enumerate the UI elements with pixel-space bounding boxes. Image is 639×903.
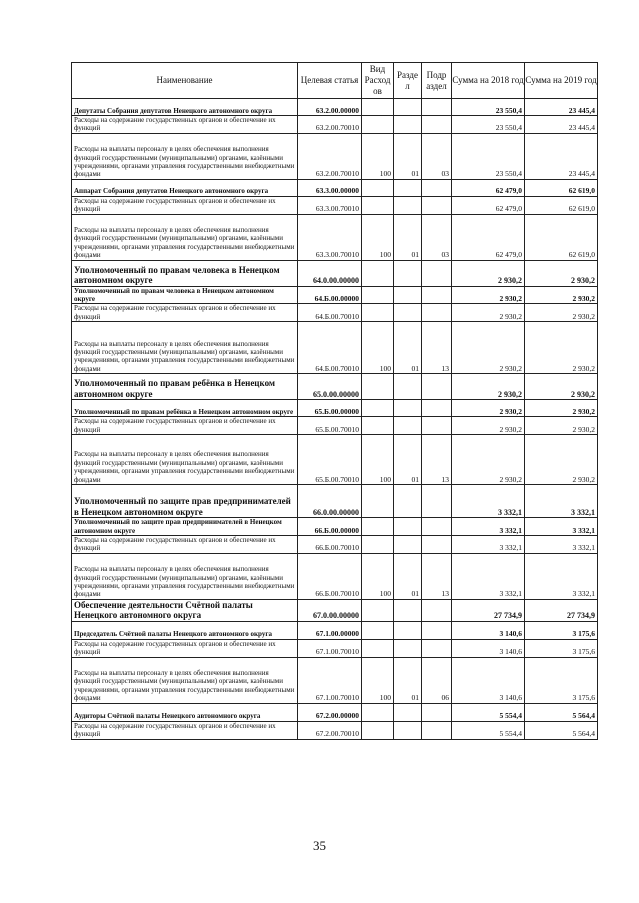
cell-subsection: 13 [422,435,452,485]
table-row [72,116,598,134]
header-subsection: Подр аздел [422,63,452,99]
table-row [72,196,598,214]
cell-subsection: 13 [422,553,452,599]
cell-section [394,536,422,554]
cell-target-article: 65.Б.00.70010 [298,417,362,435]
cell-sum-2018: 2 930,2 [452,260,525,286]
cell-sum-2018: 23 550,4 [452,116,525,134]
cell-target-article: 63.2.00.70010 [298,133,362,179]
cell-target-article: 67.1.00.70010 [298,657,362,703]
cell-section [394,179,422,196]
cell-sum-2018: 3 140,6 [452,657,525,703]
table-row [72,657,598,703]
table-row [72,621,598,639]
cell-section [394,721,422,739]
cell-expense-type: 100 [362,553,394,599]
cell-name: Уполномоченный по правам ребёнка в Ненецком автономном округе [72,400,298,417]
cell-sum-2018: 27 734,9 [452,599,525,621]
cell-expense-type: 100 [362,214,394,260]
cell-sum-2019: 3 175,6 [525,657,598,703]
cell-expense-type: 100 [362,322,394,374]
table-row [72,214,598,260]
cell-name: Аудиторы Счётной палаты Ненецкого автономного округа [72,703,298,721]
cell-name: Депутаты Собрания депутатов Ненецкого автономного округа [72,99,298,116]
cell-name: Расходы на выплаты персоналу в целях обеспечения выполнения функций государственными (муниципальными) органами, казёнными учреждениями, органами управления государственными внебюджетными фондами [72,435,298,485]
cell-expense-type [362,116,394,134]
cell-expense-type [362,286,394,304]
cell-subsection [422,116,452,134]
cell-name: Уполномоченный по правам человека в Ненецком автономном округе [72,260,298,286]
cell-name: Расходы на содержание государственных органов и обеспечение их функций [72,304,298,322]
cell-subsection [422,621,452,639]
cell-sum-2018: 2 930,2 [452,374,525,400]
cell-name: Расходы на содержание государственных органов и обеспечение их функций [72,196,298,214]
cell-subsection [422,485,452,518]
table-row [72,536,598,554]
cell-expense-type [362,99,394,116]
cell-subsection [422,400,452,417]
cell-target-article: 67.1.00.00000 [298,621,362,639]
cell-sum-2018: 62 479,0 [452,179,525,196]
cell-sum-2019: 23 445,4 [525,99,598,116]
cell-expense-type [362,417,394,435]
cell-expense-type [362,621,394,639]
header-sum-2018: Сумма на 2018 год [452,63,525,99]
cell-sum-2018: 3 140,6 [452,639,525,657]
header-target-article: Целевая статья [298,63,362,99]
cell-target-article: 66.0.00.00000 [298,485,362,518]
table-row [72,703,598,721]
cell-name: Расходы на выплаты персоналу в целях обеспечения выполнения функций государственными (муниципальными) органами, казёнными учреждениями, органами управления государственными внебюджетными фондами [72,657,298,703]
cell-expense-type [362,703,394,721]
cell-target-article: 67.2.00.00000 [298,703,362,721]
cell-sum-2018: 2 930,2 [452,400,525,417]
table-row [72,518,598,536]
cell-subsection [422,260,452,286]
table-row [72,304,598,322]
cell-name: Расходы на содержание государственных органов и обеспечение их функций [72,417,298,435]
cell-section [394,116,422,134]
cell-sum-2019: 5 564,4 [525,721,598,739]
table-row [72,374,598,400]
cell-name: Аппарат Собрания депутатов Ненецкого автономного округа [72,179,298,196]
cell-sum-2019: 3 332,1 [525,553,598,599]
cell-target-article: 67.0.00.00000 [298,599,362,621]
cell-subsection: 03 [422,214,452,260]
cell-expense-type [362,374,394,400]
cell-target-article: 66.Б.00.70010 [298,536,362,554]
cell-name: Расходы на выплаты персоналу в целях обеспечения выполнения функций государственными (муниципальными) органами, казёнными учреждениями, органами управления государственными внебюджетными фондами [72,133,298,179]
cell-target-article: 67.2.00.70010 [298,721,362,739]
header-section: Разде л [394,63,422,99]
cell-expense-type: 100 [362,435,394,485]
cell-section [394,286,422,304]
cell-subsection [422,374,452,400]
cell-sum-2019: 27 734,9 [525,599,598,621]
cell-name: Уполномоченный по защите прав предпринимателей в Ненецком автономном округе [72,518,298,536]
cell-subsection: 03 [422,133,452,179]
cell-sum-2019: 23 445,4 [525,116,598,134]
cell-target-article: 64.0.00.00000 [298,260,362,286]
table-row [72,260,598,286]
cell-subsection [422,304,452,322]
cell-target-article: 66.Б.00.70010 [298,553,362,599]
cell-section [394,99,422,116]
cell-name: Обеспечение деятельности Счётной палаты Ненецкого автономного округа [72,599,298,621]
cell-sum-2019: 2 930,2 [525,417,598,435]
cell-sum-2018: 5 554,4 [452,721,525,739]
cell-section: 01 [394,553,422,599]
cell-target-article: 63.3.00.00000 [298,179,362,196]
cell-sum-2018: 3 332,1 [452,553,525,599]
cell-subsection [422,599,452,621]
cell-expense-type [362,179,394,196]
cell-expense-type [362,639,394,657]
cell-sum-2018: 5 554,4 [452,703,525,721]
cell-sum-2019: 3 175,6 [525,621,598,639]
cell-target-article: 63.3.00.70010 [298,214,362,260]
budget-table [71,62,598,740]
cell-expense-type [362,260,394,286]
cell-target-article: 65.0.00.00000 [298,374,362,400]
cell-section: 01 [394,657,422,703]
cell-sum-2018: 2 930,2 [452,304,525,322]
cell-name: Расходы на выплаты персоналу в целях обеспечения выполнения функций государственными (муниципальными) органами, казёнными учреждениями, органами управления государственными внебюджетными фондами [72,553,298,599]
table-row [72,286,598,304]
cell-sum-2019: 2 930,2 [525,322,598,374]
cell-target-article: 65.Б.00.70010 [298,435,362,485]
cell-name: Расходы на содержание государственных органов и обеспечение их функций [72,536,298,554]
page-number: 35 [313,838,326,853]
header-sum-2019: Сумма на 2019 год [525,63,598,99]
cell-name: Председатель Счётной палаты Ненецкого автономного округа [72,621,298,639]
cell-name: Расходы на выплаты персоналу в целях обеспечения выполнения функций государственными (муниципальными) органами, казёнными учреждениями, органами управления государственными внебюджетными фондами [72,322,298,374]
cell-sum-2018: 23 550,4 [452,133,525,179]
cell-subsection [422,721,452,739]
cell-name: Уполномоченный по правам ребёнка в Ненецком автономном округе [72,374,298,400]
cell-section [394,599,422,621]
cell-sum-2019: 3 332,1 [525,536,598,554]
cell-subsection [422,99,452,116]
cell-sum-2019: 2 930,2 [525,286,598,304]
cell-target-article: 66.Б.00.00000 [298,518,362,536]
cell-sum-2019: 23 445,4 [525,133,598,179]
cell-sum-2018: 2 930,2 [452,417,525,435]
cell-expense-type [362,304,394,322]
cell-sum-2018: 62 479,0 [452,214,525,260]
cell-subsection [422,703,452,721]
table-row [72,599,598,621]
cell-expense-type [362,196,394,214]
cell-target-article: 67.1.00.70010 [298,639,362,657]
cell-sum-2019: 3 175,6 [525,639,598,657]
cell-section [394,518,422,536]
cell-name: Расходы на выплаты персоналу в целях обеспечения выполнения функций государственными (муниципальными) органами, казёнными учреждениями, органами управления государственными внебюджетными фондами [72,214,298,260]
table-row [72,435,598,485]
cell-target-article: 63.3.00.70010 [298,196,362,214]
cell-section [394,703,422,721]
cell-section: 01 [394,133,422,179]
table-header-row [72,63,598,99]
cell-section [394,621,422,639]
cell-expense-type [362,518,394,536]
cell-subsection [422,417,452,435]
cell-sum-2018: 3 332,1 [452,536,525,554]
cell-section [394,417,422,435]
cell-sum-2018: 3 332,1 [452,518,525,536]
cell-expense-type: 100 [362,657,394,703]
cell-target-article: 65.Б.00.00000 [298,400,362,417]
cell-name: Расходы на содержание государственных органов и обеспечение их функций [72,116,298,134]
cell-sum-2019: 2 930,2 [525,435,598,485]
table-row [72,485,598,518]
table-row [72,179,598,196]
cell-target-article: 63.2.00.00000 [298,99,362,116]
cell-expense-type [362,599,394,621]
cell-section: 01 [394,435,422,485]
cell-subsection: 13 [422,322,452,374]
cell-name: Уполномоченный по правам человека в Ненецком автономном округе [72,286,298,304]
cell-section [394,196,422,214]
cell-sum-2018: 2 930,2 [452,435,525,485]
cell-subsection [422,639,452,657]
cell-target-article: 63.2.00.70010 [298,116,362,134]
cell-sum-2018: 23 550,4 [452,99,525,116]
cell-expense-type: 100 [362,133,394,179]
cell-expense-type [362,400,394,417]
cell-expense-type [362,721,394,739]
table-row [72,322,598,374]
table-row [72,417,598,435]
cell-sum-2019: 2 930,2 [525,260,598,286]
table-row [72,553,598,599]
cell-sum-2019: 2 930,2 [525,374,598,400]
cell-sum-2019: 3 332,1 [525,518,598,536]
cell-section [394,400,422,417]
cell-sum-2019: 62 619,0 [525,179,598,196]
cell-subsection [422,536,452,554]
cell-section [394,374,422,400]
table-row [72,99,598,116]
cell-section: 01 [394,214,422,260]
cell-name: Уполномоченный по защите прав предпринимателей в Ненецком автономном округе [72,485,298,518]
cell-section: 01 [394,322,422,374]
header-expense-type: Вид Расход ов [362,63,394,99]
cell-sum-2019: 2 930,2 [525,304,598,322]
cell-target-article: 64.Б.00.00000 [298,286,362,304]
table-row [72,639,598,657]
cell-name: Расходы на содержание государственных органов и обеспечение их функций [72,639,298,657]
cell-sum-2019: 2 930,2 [525,400,598,417]
cell-sum-2019: 5 564,4 [525,703,598,721]
cell-name: Расходы на содержание государственных органов и обеспечение их функций [72,721,298,739]
cell-sum-2018: 3 332,1 [452,485,525,518]
cell-sum-2018: 2 930,2 [452,286,525,304]
cell-section [394,485,422,518]
cell-sum-2018: 2 930,2 [452,322,525,374]
cell-sum-2018: 3 140,6 [452,621,525,639]
cell-subsection: 06 [422,657,452,703]
cell-sum-2019: 62 619,0 [525,214,598,260]
table-row [72,400,598,417]
cell-expense-type [362,536,394,554]
cell-sum-2019: 3 332,1 [525,485,598,518]
cell-sum-2018: 62 479,0 [452,196,525,214]
table-row [72,721,598,739]
cell-sum-2019: 62 619,0 [525,196,598,214]
cell-section [394,639,422,657]
cell-target-article: 64.Б.00.70010 [298,304,362,322]
header-name: Наименование [72,63,298,99]
cell-expense-type [362,485,394,518]
cell-section [394,304,422,322]
table-row [72,133,598,179]
cell-subsection [422,196,452,214]
cell-subsection [422,518,452,536]
table-body [72,99,598,740]
cell-target-article: 64.Б.00.70010 [298,322,362,374]
cell-subsection [422,286,452,304]
cell-section [394,260,422,286]
cell-subsection [422,179,452,196]
